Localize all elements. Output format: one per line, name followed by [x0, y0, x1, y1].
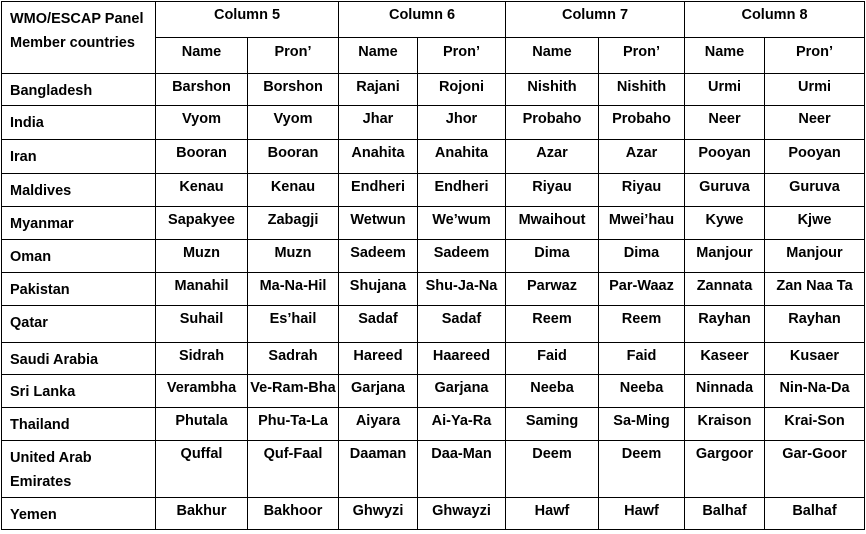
country-cell: Oman — [2, 240, 156, 273]
cyclone-name-cell: Garjana — [339, 375, 418, 408]
cyclone-names-table — [1, 1, 865, 530]
pronunciation-cell: Riyau — [599, 174, 685, 207]
pronunciation-cell: Manjour — [765, 240, 865, 273]
pronunciation-cell: Jhor — [418, 106, 506, 140]
cyclone-name-cell: Balhaf — [685, 498, 765, 530]
cyclone-name-cell: Ninnada — [685, 375, 765, 408]
table-row — [2, 273, 865, 306]
pronunciation-cell: Borshon — [248, 74, 339, 106]
pronunciation-cell: Deem — [599, 441, 685, 498]
cyclone-name-cell: Vyom — [156, 106, 248, 140]
cyclone-name-cell: Dima — [506, 240, 599, 273]
cyclone-name-cell: Kywe — [685, 207, 765, 240]
name-subheader: Name — [339, 38, 418, 74]
name-subheader: Name — [685, 38, 765, 74]
pronunciation-cell: We’wum — [418, 207, 506, 240]
pron-subheader: Pron’ — [418, 38, 506, 74]
pronunciation-cell: Zabagji — [248, 207, 339, 240]
cyclone-name-cell: Endheri — [339, 174, 418, 207]
cyclone-name-cell: Nishith — [506, 74, 599, 106]
table-row — [2, 140, 865, 174]
pronunciation-cell: Hawf — [599, 498, 685, 530]
table-body — [2, 74, 865, 530]
cyclone-name-cell: Sadeem — [339, 240, 418, 273]
cyclone-name-cell: Barshon — [156, 74, 248, 106]
table-row — [2, 106, 865, 140]
cyclone-name-cell: Faid — [506, 343, 599, 375]
cyclone-name-cell: Verambha — [156, 375, 248, 408]
country-cell: Saudi Arabia — [2, 343, 156, 375]
column-header: Column 8 — [685, 2, 865, 38]
pronunciation-cell: Kenau — [248, 174, 339, 207]
pronunciation-cell: Neeba — [599, 375, 685, 408]
cyclone-name-cell: Hareed — [339, 343, 418, 375]
pron-subheader: Pron’ — [248, 38, 339, 74]
pronunciation-cell: Nishith — [599, 74, 685, 106]
pronunciation-cell: Booran — [248, 140, 339, 174]
pronunciation-cell: Es’hail — [248, 306, 339, 343]
header-row — [2, 2, 865, 38]
column-header: Column 7 — [506, 2, 685, 38]
cyclone-name-cell: Muzn — [156, 240, 248, 273]
cyclone-name-cell: Gargoor — [685, 441, 765, 498]
cyclone-name-cell: Aiyara — [339, 408, 418, 441]
name-subheader: Name — [506, 38, 599, 74]
pronunciation-cell: Balhaf — [765, 498, 865, 530]
pronunciation-cell: Zan Naa Ta — [765, 273, 865, 306]
country-cell: Maldives — [2, 174, 156, 207]
cyclone-name-cell: Neer — [685, 106, 765, 140]
cyclone-name-cell: Manahil — [156, 273, 248, 306]
country-cell: Thailand — [2, 408, 156, 441]
pron-subheader: Pron’ — [765, 38, 865, 74]
cyclone-name-cell: Kaseer — [685, 343, 765, 375]
pron-subheader: Pron’ — [599, 38, 685, 74]
cyclone-name-cell: Parwaz — [506, 273, 599, 306]
cyclone-name-cell: Kraison — [685, 408, 765, 441]
pronunciation-cell: Garjana — [418, 375, 506, 408]
cyclone-name-cell: Shujana — [339, 273, 418, 306]
cyclone-name-cell: Deem — [506, 441, 599, 498]
pronunciation-cell: Ma-Na-Hil — [248, 273, 339, 306]
pronunciation-cell: Anahita — [418, 140, 506, 174]
cyclone-name-cell: Ghwyzi — [339, 498, 418, 530]
cyclone-name-cell: Manjour — [685, 240, 765, 273]
cyclone-name-cell: Sadaf — [339, 306, 418, 343]
pronunciation-cell: Daa-Man — [418, 441, 506, 498]
pronunciation-cell: Ai-Ya-Ra — [418, 408, 506, 441]
pronunciation-cell: Par-Waaz — [599, 273, 685, 306]
column-header: Column 5 — [156, 2, 339, 38]
country-cell: Qatar — [2, 306, 156, 343]
table-row — [2, 174, 865, 207]
cyclone-name-cell: Kenau — [156, 174, 248, 207]
cyclone-name-cell: Wetwun — [339, 207, 418, 240]
cyclone-name-cell: Phutala — [156, 408, 248, 441]
pronunciation-cell: Probaho — [599, 106, 685, 140]
country-cell: Sri Lanka — [2, 375, 156, 408]
cyclone-name-cell: Pooyan — [685, 140, 765, 174]
cyclone-name-cell: Daaman — [339, 441, 418, 498]
pronunciation-cell: Haareed — [418, 343, 506, 375]
pronunciation-cell: Phu-Ta-La — [248, 408, 339, 441]
pronunciation-cell: Ve-Ram-Bha — [248, 375, 339, 408]
pronunciation-cell: Sadaf — [418, 306, 506, 343]
cyclone-name-cell: Guruva — [685, 174, 765, 207]
country-cell: Iran — [2, 140, 156, 174]
cyclone-name-cell: Zannata — [685, 273, 765, 306]
table-row — [2, 343, 865, 375]
pronunciation-cell: Pooyan — [765, 140, 865, 174]
table-row — [2, 441, 865, 498]
pronunciation-cell: Kjwe — [765, 207, 865, 240]
cyclone-name-cell: Urmi — [685, 74, 765, 106]
cyclone-name-cell: Azar — [506, 140, 599, 174]
cyclone-name-cell: Probaho — [506, 106, 599, 140]
pronunciation-cell: Rayhan — [765, 306, 865, 343]
pronunciation-cell: Sadrah — [248, 343, 339, 375]
pronunciation-cell: Urmi — [765, 74, 865, 106]
pronunciation-cell: Sa-Ming — [599, 408, 685, 441]
pronunciation-cell: Reem — [599, 306, 685, 343]
pronunciation-cell: Muzn — [248, 240, 339, 273]
column-header: Column 6 — [339, 2, 506, 38]
country-cell: Pakistan — [2, 273, 156, 306]
pronunciation-cell: Gar-Goor — [765, 441, 865, 498]
cyclone-name-cell: Jhar — [339, 106, 418, 140]
pronunciation-cell: Faid — [599, 343, 685, 375]
cyclone-name-cell: Suhail — [156, 306, 248, 343]
cyclone-name-cell: Reem — [506, 306, 599, 343]
cyclone-name-cell: Neeba — [506, 375, 599, 408]
cyclone-name-cell: Riyau — [506, 174, 599, 207]
table-row — [2, 375, 865, 408]
pronunciation-cell: Krai-Son — [765, 408, 865, 441]
cyclone-name-cell: Hawf — [506, 498, 599, 530]
cyclone-name-cell: Rayhan — [685, 306, 765, 343]
cyclone-name-cell: Rajani — [339, 74, 418, 106]
table-row — [2, 408, 865, 441]
country-cell: United Arab Emirates — [2, 441, 156, 498]
panel-header: WMO/ESCAP Panel Member countries — [2, 2, 156, 74]
pronunciation-cell: Azar — [599, 140, 685, 174]
cyclone-name-cell: Mwaihout — [506, 207, 599, 240]
cyclone-name-cell: Sidrah — [156, 343, 248, 375]
table-row — [2, 207, 865, 240]
name-subheader: Name — [156, 38, 248, 74]
country-cell: Bangladesh — [2, 74, 156, 106]
pronunciation-cell: Shu-Ja-Na — [418, 273, 506, 306]
pronunciation-cell: Neer — [765, 106, 865, 140]
country-cell: Yemen — [2, 498, 156, 530]
pronunciation-cell: Endheri — [418, 174, 506, 207]
table-row — [2, 240, 865, 273]
pronunciation-cell: Sadeem — [418, 240, 506, 273]
cyclone-name-cell: Quffal — [156, 441, 248, 498]
cyclone-name-cell: Saming — [506, 408, 599, 441]
table-row — [2, 306, 865, 343]
pronunciation-cell: Vyom — [248, 106, 339, 140]
country-cell: Myanmar — [2, 207, 156, 240]
pronunciation-cell: Dima — [599, 240, 685, 273]
cyclone-name-cell: Sapakyee — [156, 207, 248, 240]
pronunciation-cell: Kusaer — [765, 343, 865, 375]
cyclone-name-cell: Anahita — [339, 140, 418, 174]
table-row — [2, 74, 865, 106]
pronunciation-cell: Nin-Na-Da — [765, 375, 865, 408]
table-row — [2, 498, 865, 530]
cyclone-name-cell: Bakhur — [156, 498, 248, 530]
pronunciation-cell: Mwei’hau — [599, 207, 685, 240]
pronunciation-cell: Rojoni — [418, 74, 506, 106]
pronunciation-cell: Quf-Faal — [248, 441, 339, 498]
pronunciation-cell: Bakhoor — [248, 498, 339, 530]
pronunciation-cell: Ghwayzi — [418, 498, 506, 530]
pronunciation-cell: Guruva — [765, 174, 865, 207]
country-cell: India — [2, 106, 156, 140]
cyclone-name-cell: Booran — [156, 140, 248, 174]
